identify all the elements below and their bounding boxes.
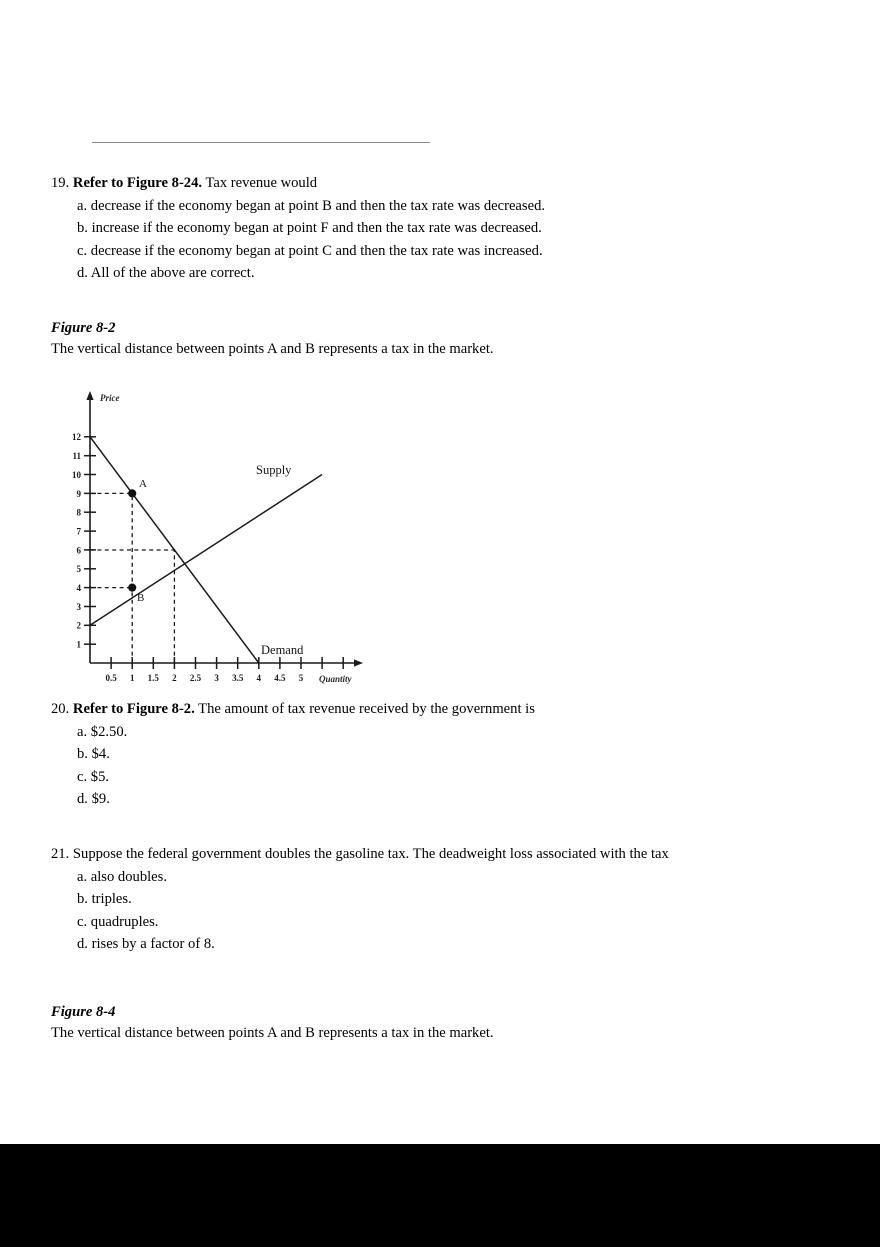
data-point-a	[128, 489, 136, 497]
y-tick-label: 6	[76, 545, 81, 556]
choice-item[interactable]: d. All of the above are correct.	[77, 265, 255, 282]
data-point-a-label: A	[139, 478, 147, 490]
question-21-stem	[51, 843, 669, 866]
y-tick-label: 5	[76, 564, 81, 575]
x-tick-label: 0.5	[105, 673, 117, 683]
choice-item[interactable]: b. $4.	[77, 746, 110, 763]
y-axis-arrow-icon	[86, 391, 93, 400]
choice-item[interactable]: c. quadruples.	[77, 913, 159, 930]
figure-8-4-caption	[51, 1002, 494, 1044]
y-tick-label: 7	[76, 526, 81, 537]
choice-item[interactable]: d. rises by a factor of 8.	[77, 936, 215, 953]
y-tick-label: 1	[76, 639, 81, 650]
x-tick-label: 3	[214, 673, 219, 683]
question-20-stem	[51, 698, 535, 721]
figure-8-2-title: Figure 8-2	[51, 320, 116, 336]
x-tick-label: 1	[129, 673, 135, 683]
question-19	[51, 172, 545, 285]
question-20	[51, 698, 535, 811]
y-tick-labels	[72, 432, 82, 649]
y-tick-label: 9	[76, 488, 81, 499]
figure-8-2-caption	[51, 318, 494, 360]
y-tick-label: 12	[72, 432, 81, 443]
y-axis-title: Price	[100, 393, 120, 403]
header-divider-rule	[92, 142, 430, 143]
figure-8-2-chart	[70, 380, 390, 690]
choice-item[interactable]: a. decrease if the economy began at point B and then the tax rate was decreased.	[77, 197, 546, 214]
supply-demand-plot	[70, 380, 390, 690]
supply-curve-label: Supply	[256, 463, 292, 477]
figure-8-2-description: The vertical distance between points A and B represents a tax in the market.	[51, 341, 494, 357]
x-axis-arrow-icon	[354, 659, 363, 666]
question-20-bold-lead: Refer to Figure 8-2.	[72, 701, 195, 717]
y-tick-label: 11	[72, 451, 81, 462]
question-19-bold-lead: Refer to Figure 8-24.	[72, 175, 203, 191]
y-tick-label: 4	[76, 583, 81, 593]
y-tick-label: 2	[76, 620, 81, 631]
data-point-b	[128, 584, 136, 592]
x-tick-label: 2	[172, 673, 177, 683]
question-20-stem-text: The amount of tax revenue received by the government is	[194, 701, 535, 717]
question-20-choices	[51, 721, 535, 811]
x-tick-labels	[105, 673, 303, 683]
supply-curve	[90, 475, 322, 626]
x-tick-label: 1.5	[147, 673, 159, 683]
x-tick-label: 4.5	[274, 673, 286, 683]
question-19-stem-text: Tax revenue would	[202, 175, 318, 191]
question-19-choices	[51, 195, 545, 285]
choice-item[interactable]: c. decrease if the economy began at point C and then the tax rate was increased.	[77, 242, 543, 259]
choice-item[interactable]: a. $2.50.	[77, 723, 128, 740]
x-tick-label: 2.5	[189, 673, 202, 683]
question-21-choices	[51, 866, 669, 956]
page-bottom-black-band	[0, 1144, 880, 1247]
question-19-stem	[51, 172, 545, 195]
y-tick-label: 10	[72, 469, 81, 480]
choice-item[interactable]: d. $9.	[77, 791, 110, 808]
x-tick-label: 3.5	[232, 673, 244, 683]
data-point-b-label: B	[137, 592, 145, 604]
y-tick-label: 3	[76, 601, 81, 612]
demand-curve-label: Demand	[261, 643, 304, 657]
question-21-number: 21.	[51, 846, 70, 862]
x-axis-title: Quantity	[319, 674, 352, 684]
choice-item[interactable]: b. increase if the economy began at point F and then the tax rate was decreased.	[77, 220, 542, 237]
x-tick-label: 5	[298, 673, 304, 683]
choice-item[interactable]: a. also doubles.	[77, 868, 167, 885]
y-tick-label: 8	[76, 507, 81, 518]
choice-item[interactable]: b. triples.	[77, 891, 132, 908]
figure-8-4-title: Figure 8-4	[51, 1004, 116, 1020]
figure-8-4-description: The vertical distance between points A and B represents a tax in the market.	[51, 1025, 494, 1041]
question-19-number: 19.	[51, 175, 70, 191]
x-tick-label: 4	[256, 673, 262, 683]
question-20-number: 20.	[51, 701, 70, 717]
choice-item[interactable]: c. $5.	[77, 768, 110, 785]
question-21	[51, 843, 669, 956]
question-21-stem-text: Suppose the federal government doubles the gasoline tax. The deadweight loss associated with the tax	[72, 846, 669, 862]
